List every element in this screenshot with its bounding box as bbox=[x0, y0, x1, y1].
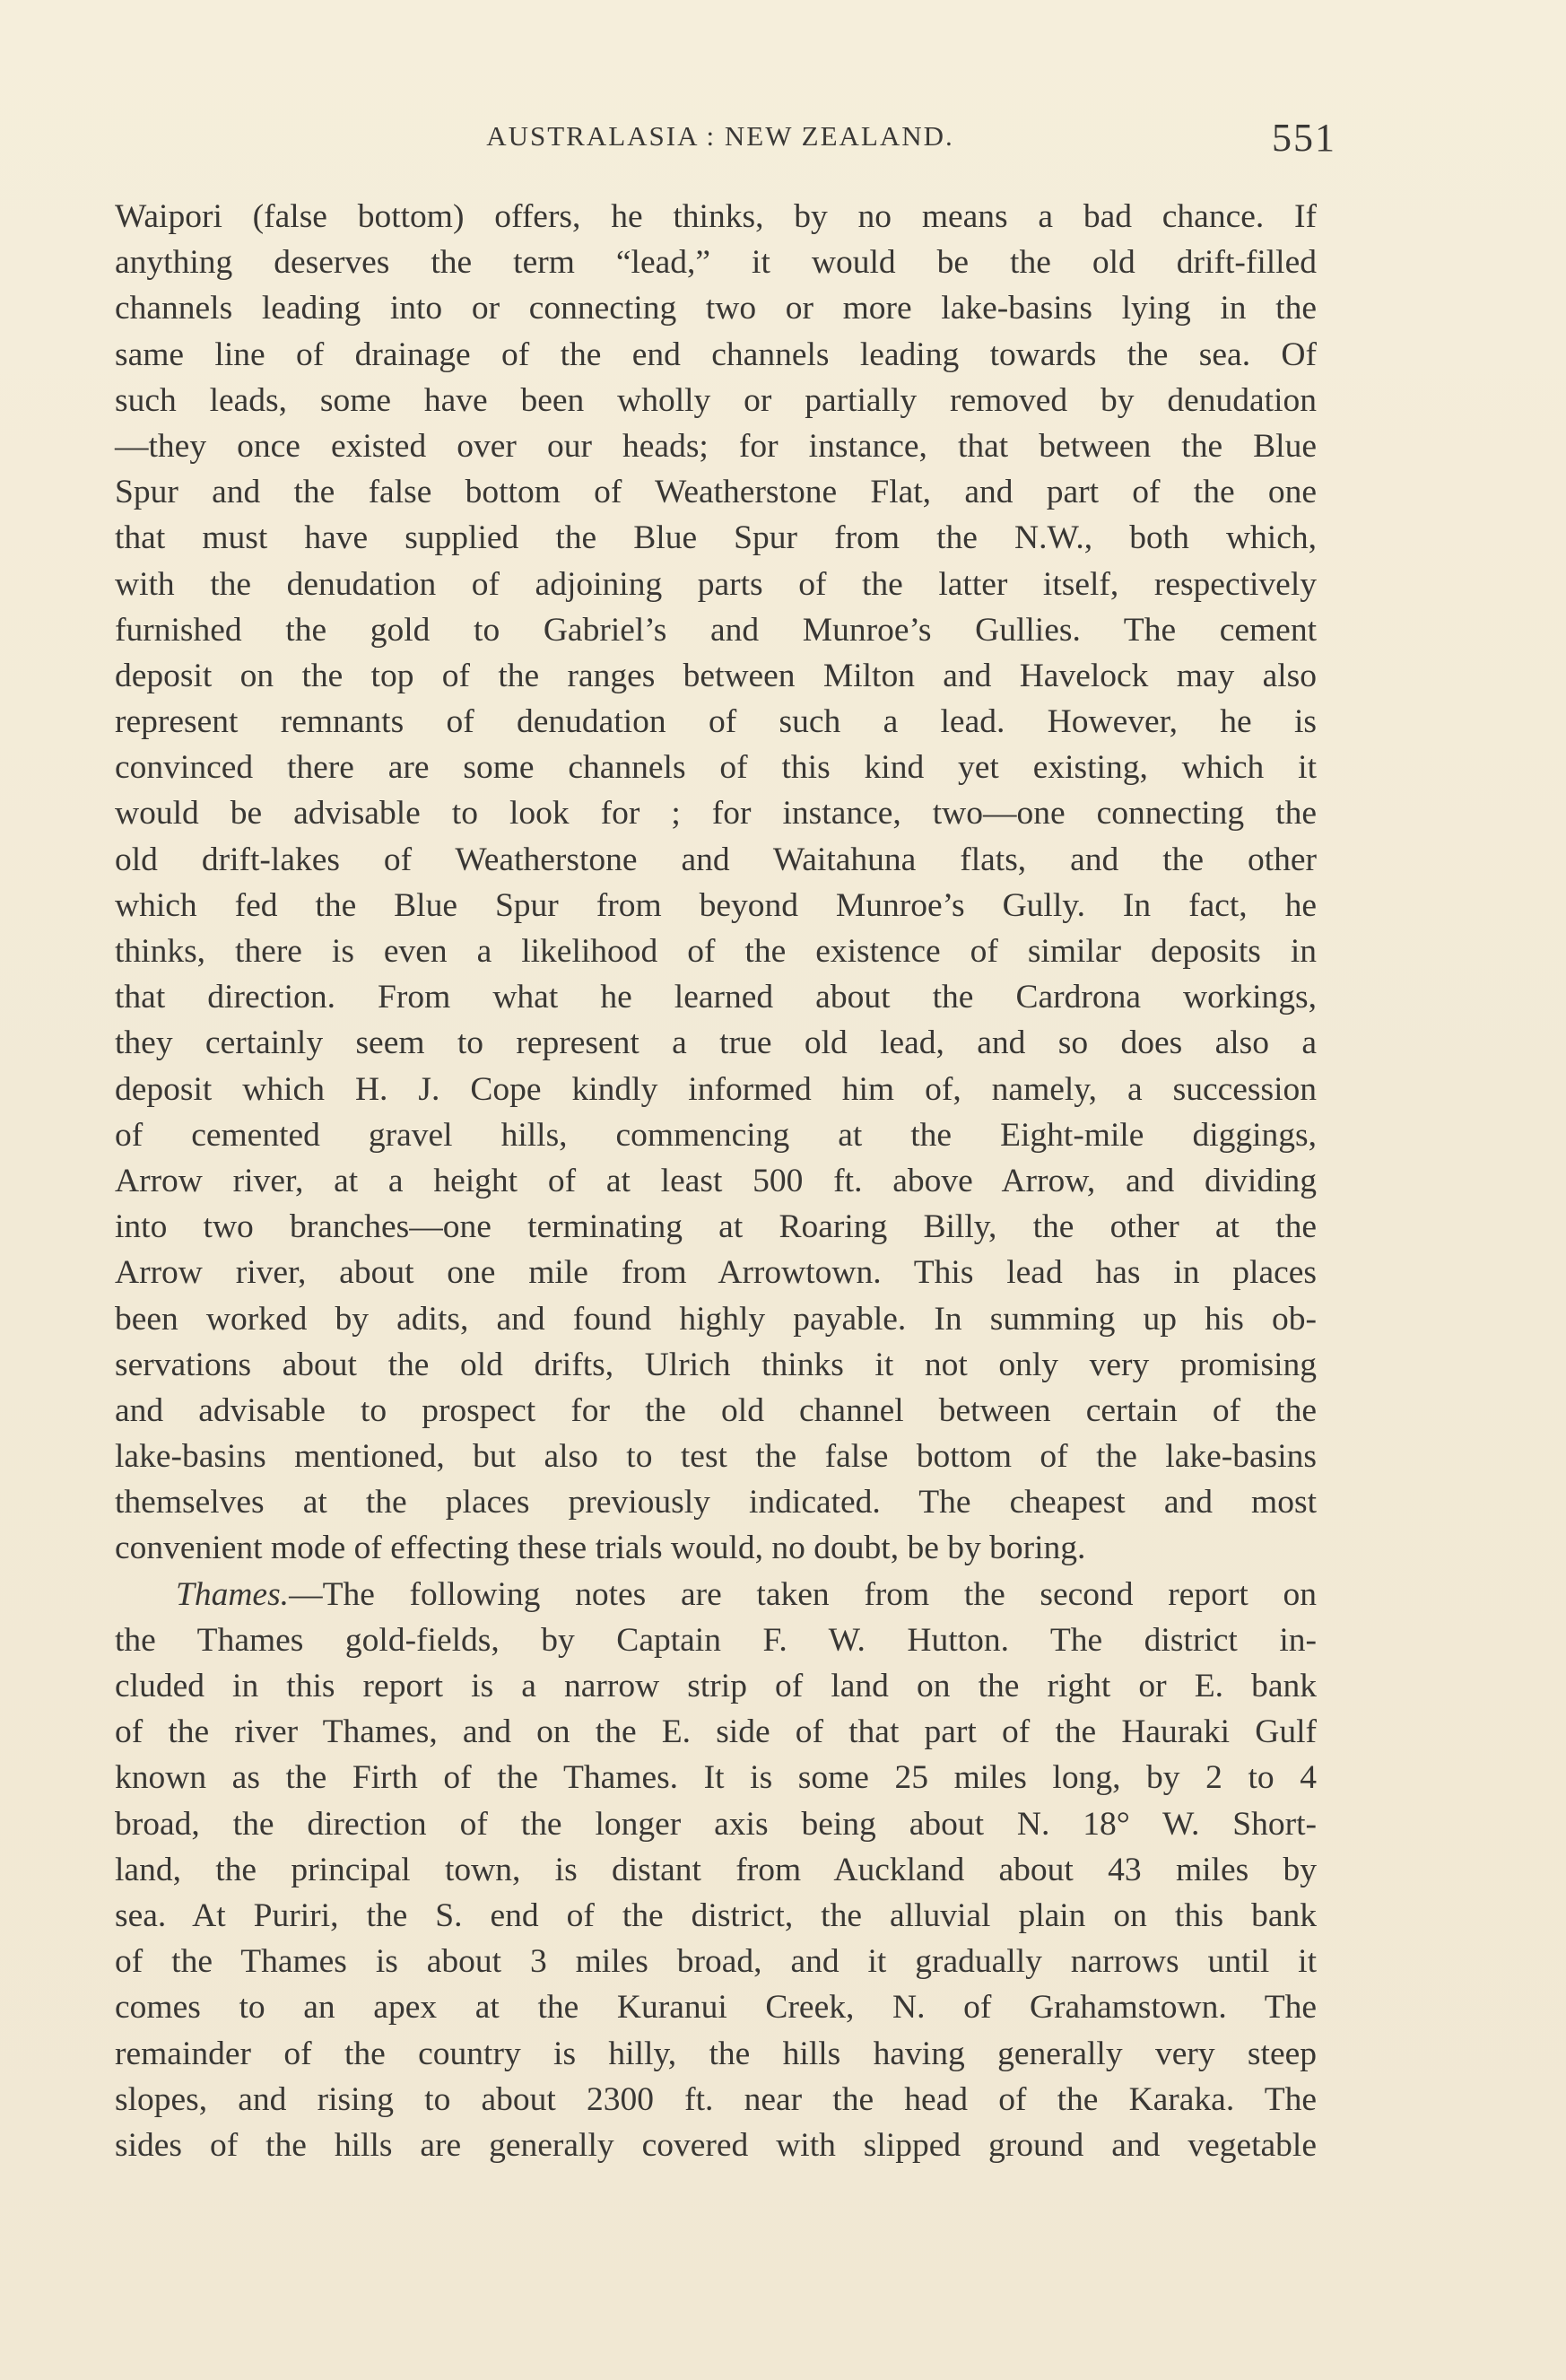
text-line: that direction. From what he learned about the Cardrona workings, bbox=[115, 979, 1317, 1016]
text-line: comes to an apex at the Kuranui Creek, N. of Grahamstown. The bbox=[115, 1989, 1317, 2027]
text-line: into two branches—one terminating at Roaring Billy, the other at the bbox=[115, 1208, 1317, 1246]
text-line: slopes, and rising to about 2300 ft. near the head of the Karaka. The bbox=[115, 2080, 1317, 2118]
text-line: and advisable to prospect for the old channel between certain of the bbox=[115, 1391, 1317, 1429]
text-line: servations about the old drifts, Ulrich thinks it not only very promising bbox=[115, 1346, 1317, 1383]
text-line: convenient mode of effecting these trials would, no doubt, be by boring. bbox=[115, 1530, 1086, 1567]
text-line: same line of drainage of the end channels leading towards the sea. Of bbox=[115, 336, 1317, 373]
text-line: Arrow river, about one mile from Arrowtown. This lead has in places bbox=[115, 1254, 1317, 1292]
text-line: channels leading into or connecting two or more lake-basins lying in the bbox=[115, 290, 1317, 327]
text-line: lake-basins mentioned, but also to test the false bottom of the lake-basins bbox=[115, 1438, 1317, 1476]
text-line bbox=[115, 1572, 1317, 1617]
text-line: land, the principal town, is distant from Auckland about 43 miles by bbox=[115, 1851, 1317, 1888]
text-line: that must have supplied the Blue Spur from the N.W., both which, bbox=[115, 519, 1317, 557]
text-line: sea. At Puriri, the S. end of the district, the alluvial plain on this bank bbox=[115, 1896, 1317, 1934]
text-line-rest: —The following notes are taken from the second report on bbox=[289, 1575, 1317, 1613]
text-line: cluded in this report is a narrow strip of land on the right or E. bank bbox=[115, 1668, 1317, 1704]
text-line: with the denudation of adjoining parts of the latter itself, respectively bbox=[115, 565, 1317, 603]
text-line: they certainly seem to represent a true old lead, and so does also a bbox=[115, 1024, 1317, 1062]
running-title: AUSTRALASIA : NEW ZEALAND. bbox=[486, 120, 954, 152]
text-line: known as the Firth of the Thames. It is some 25 miles long, by 2 to 4 bbox=[115, 1759, 1317, 1797]
text-line: which fed the Blue Spur from beyond Munroe’s Gully. In fact, he bbox=[115, 886, 1317, 924]
page-number: 551 bbox=[1272, 116, 1336, 160]
text-line: themselves at the places previously indicated. The cheapest and most bbox=[115, 1484, 1317, 1521]
page-header bbox=[115, 115, 1336, 169]
text-line: old drift-lakes of Weatherstone and Waitahuna flats, and the other bbox=[115, 841, 1317, 878]
paragraph-thames bbox=[115, 1572, 1317, 2168]
text-line: sides of the hills are generally covered with slipped ground and vegetable bbox=[115, 2126, 1317, 2164]
text-line: would be advisable to look for ; for instance, two—one connecting the bbox=[115, 795, 1317, 833]
text-line: the Thames gold-fields, by Captain F. W. Hutton. The district in- bbox=[115, 1621, 1317, 1659]
text-line: thinks, there is even a likelihood of the existence of similar deposits in bbox=[115, 933, 1317, 970]
text-line: broad, the direction of the longer axis being about N. 18° W. Short- bbox=[115, 1805, 1317, 1843]
paragraph-old-drifts bbox=[115, 194, 1317, 1572]
text-line: Waipori (false bottom) offers, he thinks, by no means a bad chance. If bbox=[115, 198, 1317, 235]
text-line: Spur and the false bottom of Weatherstone Flat, and part of the one bbox=[115, 474, 1317, 511]
text-line: Arrow river, at a height of at least 500 ft. above Arrow, and dividing bbox=[115, 1162, 1317, 1199]
text-line: convinced there are some channels of this kind yet existing, which it bbox=[115, 749, 1317, 787]
text-line: of the Thames is about 3 miles broad, and it gradually narrows until it bbox=[115, 1943, 1317, 1981]
text-line: been worked by adits, and found highly payable. In summing up his ob- bbox=[115, 1300, 1317, 1338]
text-line: furnished the gold to Gabriel’s and Munroe’s Gullies. The cement bbox=[115, 611, 1317, 649]
text-line: —they once existed over our heads; for instance, that between the Blue bbox=[115, 427, 1317, 465]
text-line: deposit on the top of the ranges between Milton and Havelock may also bbox=[115, 657, 1317, 694]
body-text bbox=[115, 194, 1317, 2168]
text-line: such leads, some have been wholly or partially removed by denudation bbox=[115, 381, 1317, 419]
text-line: of the river Thames, and on the E. side of that part of the Hauraki Gulf bbox=[115, 1713, 1317, 1751]
text-line: of cemented gravel hills, commencing at the Eight-mile diggings, bbox=[115, 1116, 1317, 1154]
section-heading-thames: Thames. bbox=[176, 1575, 290, 1613]
text-line: represent remnants of denudation of such a lead. However, he is bbox=[115, 703, 1317, 741]
text-line: remainder of the country is hilly, the hills having generally very steep bbox=[115, 2035, 1317, 2072]
text-line: deposit which H. J. Cope kindly informed him of, namely, a succession bbox=[115, 1070, 1317, 1108]
text-line: anything deserves the term “lead,” it would be the old drift-filled bbox=[115, 244, 1317, 282]
